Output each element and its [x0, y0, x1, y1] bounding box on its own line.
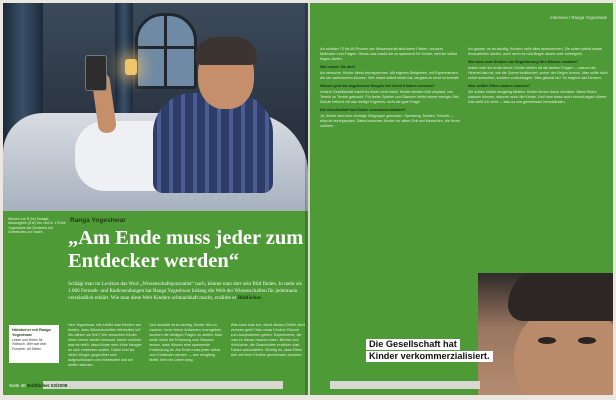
photo-caption: Wissen zur R (hr) Ilmaige haniangeek (ti st) Uhr und in 1 Ruhe Yogeshwar als Deutschs bel Gelecturies zur Nacht.: [8, 217, 66, 235]
question: Warum geht die angeborene Neugier bei vielen Kindern verloren?: [320, 84, 435, 88]
headline: „Am Ende muss jeder zum Entdecker werden“: [68, 227, 304, 272]
striped-pyjamas: [153, 93, 273, 193]
portrait-photo: [478, 273, 613, 395]
portrait-eye: [578, 337, 596, 344]
body-columns-left: [68, 323, 306, 381]
question: Wie nutzen Sie das?: [320, 65, 356, 69]
body-column: Und deshalb ist es wichtig, Kinder Mut zu machen, ihnen keine Antworten vorzugeben, sondern die richtigen Fragen zu stellen. Man sollte ihnen die Erfahrung zum Staunen lassen, dass Wissen eine spannende Entdeckung ist. Am Ende muss jeder selbst zum Entdecker werden — wer neugierig bleibt, lernt ein Leben lang.: [149, 323, 223, 362]
left-page: [3, 3, 308, 395]
man-hair: [195, 37, 257, 65]
folio: [9, 383, 68, 388]
portrait-eye: [538, 337, 556, 344]
handheld-device: [85, 55, 107, 91]
intro-text: Schlägt man im Lexikon das Wort „Wissenschaftsjournalist“ nach, könnte man dort sein Bild finden. In mehr als 1.000 Fernseh- und Radiosendungen hat Ranga Yogeshwar bislang die Welt der Wissenschaften für jedermann verständlich erklärt. Wie man diese Welt Kindern schmackhaft macht, erzählte er: [68, 281, 302, 302]
audiobook-box-title: Hörbücher mit Ranga Yogeshwar: [12, 328, 51, 337]
body-columns-right: [320, 47, 608, 281]
question: Was sollten Eltern anders machen?: [468, 84, 531, 88]
question: Die Gesellschaft hat Kinder verkommerzialisiert?: [320, 108, 406, 112]
intro-brand: Bildfächer.: [237, 295, 262, 302]
bottom-strip: [43, 381, 283, 389]
question: Wie kann man Kindern die Begeisterung fürs Wissen erhalten?: [468, 60, 579, 64]
pull-quote: [366, 339, 493, 362]
page-number: Seite 40: [9, 383, 26, 388]
bottom-strip: [330, 381, 480, 389]
body-column: Herr Yogeshwar, wie erklärt man Kindern am besten, dass Wissenschaften Wertvolles ist? Wo zählen sie früh? Wir versuchen Kinder leben immer wieder bewusst, immer schöner was es heißt, dass Kinder sehr frühe Neugier an sich entdecken wollen. Dabei sind sie vielen Dingen gegenüber sehr aufgeschlossen und interessiert und sie wollen staunen.: [68, 323, 142, 367]
window: [135, 13, 197, 89]
kicker: Ranga Yogeshwar: [70, 217, 126, 224]
audiobook-box: [9, 325, 59, 363]
right-page: [310, 3, 613, 395]
answer: Indem man sie ernst nimmt. Kinder stellen oft die besten Fragen — warum der Himmel blau ist, wie die Sonne funktioniert, woher der Regen kommt. Man sollte nicht sofort antworten, sondern zurückfragen: Was glaubst du? So beginnt das Denken.: [468, 66, 608, 80]
answer: Sie sollten selbst neugierig bleiben. Kinder lernen durch Vorbilder. Wenn Eltern staunen können, staunen auch die Kinder. Und man muss auch einmal sagen dürfen: Das weiß ich nicht — lass es uns gemeinsam herausfinden.: [468, 90, 608, 104]
rubric: Interview / Ranga Yogeshwar: [550, 15, 607, 20]
audiobook-box-body: Lesen und Hören Nr. Hörbuch. Wer war kein Forscher. All Zeiten: [12, 338, 47, 351]
intro-paragraph: [68, 281, 304, 303]
body-text: Ich schätze 70 bis 80 Prozent der Wissenschaft sind keine Fakten, sondern Methoden und Fragen. Genau das macht sie so spannend für Kinder, weil sie selbst fragen dürfen.: [320, 47, 457, 61]
lamp: [125, 59, 137, 75]
portrait-hair: [508, 273, 613, 321]
right-column-1: [320, 47, 460, 281]
magazine-name: Bildfächer 03/2008: [27, 383, 68, 388]
answer: Unsere Gesellschaft macht es ihnen nicht leicht. Kinder werden früh verplant, von Termin zu Termin gebracht. Für freies Spielen und Staunen bleibt immer weniger Zeit. Schule belohnt oft das richtige Ergebnis, nicht die gute Frage.: [320, 90, 460, 104]
right-column-2: [468, 47, 608, 281]
pull-quote-line: Kinder verkommerzialisiert.: [366, 351, 493, 362]
hero-photo: [3, 3, 308, 211]
body-text: Ich glaube, es ist wichtig, Kindern nicht alles abzunehmen. Sie sollen selbst etwas herausfinden dürfen, auch wenn es mal länger dauert oder schiefgeht.: [468, 47, 602, 56]
pull-quote-line: Die Gesellschaft hat: [366, 339, 460, 350]
answer: Ich versuche, Kinder direkt anzusprechen. Mit eigenen Beispielen, mit Experimenten, die sie nachmachen können. Wer etwas selbst erlebt hat, vergisst es nicht so schnell.: [320, 71, 460, 80]
body-column: Was kann man tun, damit dieses Gefühl nicht verloren geht? Man muss Kindern Räume zum Ausprobieren geben. Experimente, die man zu Hause machen kann, Bücher und Hörbücher, die Geschichten erzählen statt Fakten aufzuzählen. Wichtig ist, dass Eltern sich mit ihren Kindern gemeinsam wundern.: [230, 323, 305, 357]
answer: Ja, Kinder sind eine wichtige Zielgruppe geworden. Spielzeug, Medien, Freizeit — alles ist durchgeplant. Dabei brauchen Kinder vor allem Zeit und Menschen, die ihnen zuhören.: [320, 114, 460, 128]
